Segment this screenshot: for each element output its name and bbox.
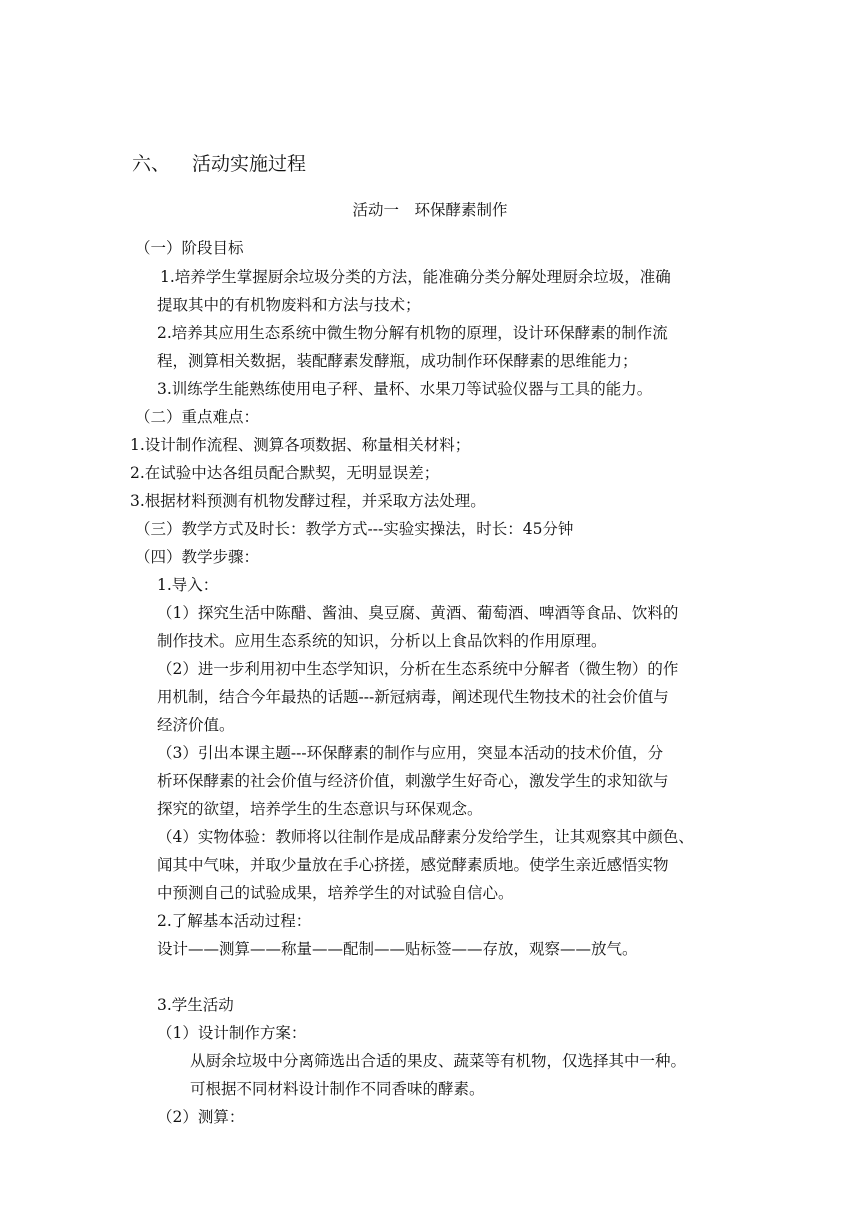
design-heading: （1）设计制作方案： (157, 1024, 307, 1042)
teaching-method: （三）教学方式及时长：教学方式---实验实操法，时长：45分钟 (135, 520, 574, 538)
section-heading (132, 152, 306, 176)
key-points-heading: （二）重点难点： (135, 408, 260, 426)
activity-title: 活动一 环保酵素制作 (352, 201, 508, 219)
intro-4-line-3: 中预测自己的试验成果，培养学生的对试验自信心。 (157, 884, 514, 902)
measure-heading: （2）测算： (157, 1108, 245, 1126)
intro-1-line-1: （1）探究生活中陈醋、酱油、臭豆腐、黄酒、葡萄酒、啤酒等食品、饮料的 (157, 604, 679, 622)
design-line-1: 从厨余垃圾中分离筛选出合适的果皮、蔬菜等有机物，仅选择其中一种。 (190, 1052, 687, 1070)
goal-3: 3.训练学生能熟练使用电子秤、量杯、水果刀等试验仪器与工具的能力。 (157, 380, 653, 398)
stage-goals-heading: （一）阶段目标 (135, 239, 244, 257)
student-activity-heading: 3.学生活动 (157, 996, 234, 1014)
intro-4-line-1: （4）实物体验：教师将以往制作是成品酵素分发给学生，让其观察其中颜色、 (157, 828, 694, 846)
key-point-3: 3.根据材料预测有机物发酵过程，并采取方法处理。 (130, 492, 486, 510)
goal-2-line-2: 程，测算相关数据，装配酵素发酵瓶，成功制作环保酵素的思维能力； (157, 352, 638, 370)
goal-2-line-1: 2.培养其应用生态系统中微生物分解有机物的原理，设计环保酵素的制作流 (157, 324, 668, 342)
steps-heading: （四）教学步骤： (135, 548, 260, 566)
goal-1-line-2: 提取其中的有机物废料和方法与技术； (157, 296, 421, 314)
process-heading: 2.了解基本活动过程： (157, 912, 312, 930)
process-flow: 设计——测算——称量——配制——贴标签——存放，观察——放气。 (157, 940, 638, 958)
intro-4-line-2: 闻其中气味，并取少量放在手心挤搓，感觉酵素质地。使学生亲近感悟实物 (157, 856, 669, 874)
intro-3-line-2: 析环保酵素的社会价值与经济价值，刺激学生好奇心，激发学生的求知欲与 (157, 772, 669, 790)
section-title: 活动实施过程 (192, 153, 307, 175)
intro-2-line-2: 用机制，结合今年最热的话题---新冠病毒，阐述现代生物技术的社会价值与 (157, 688, 669, 706)
intro-2-line-3: 经济价值。 (157, 716, 235, 734)
key-point-2: 2.在试验中达各组员配合默契，无明显误差； (130, 464, 440, 482)
intro-2-line-1: （2）进一步利用初中生态学知识，分析在生态系统中分解者（微生物）的作 (157, 660, 679, 678)
intro-3-line-1: （3）引出本课主题---环保酵素的制作与应用，突显本活动的技术价值，分 (157, 744, 664, 762)
intro-3-line-3: 探究的欲望，培养学生的生态意识与环保观念。 (157, 800, 483, 818)
goal-1-line-1: 1.培养学生掌握厨余垃圾分类的方法，能准确分类分解处理厨余垃圾，准确 (160, 268, 671, 286)
design-line-2: 可根据不同材料设计制作不同香味的酵素。 (190, 1080, 485, 1098)
key-point-1: 1.设计制作流程、测算各项数据、称量相关材料； (130, 436, 471, 454)
intro-1-line-2: 制作技术。应用生态系统的知识，分析以上食品饮料的作用原理。 (157, 632, 607, 650)
section-number: 六、 (132, 153, 171, 175)
intro-heading: 1.导入： (157, 576, 219, 594)
